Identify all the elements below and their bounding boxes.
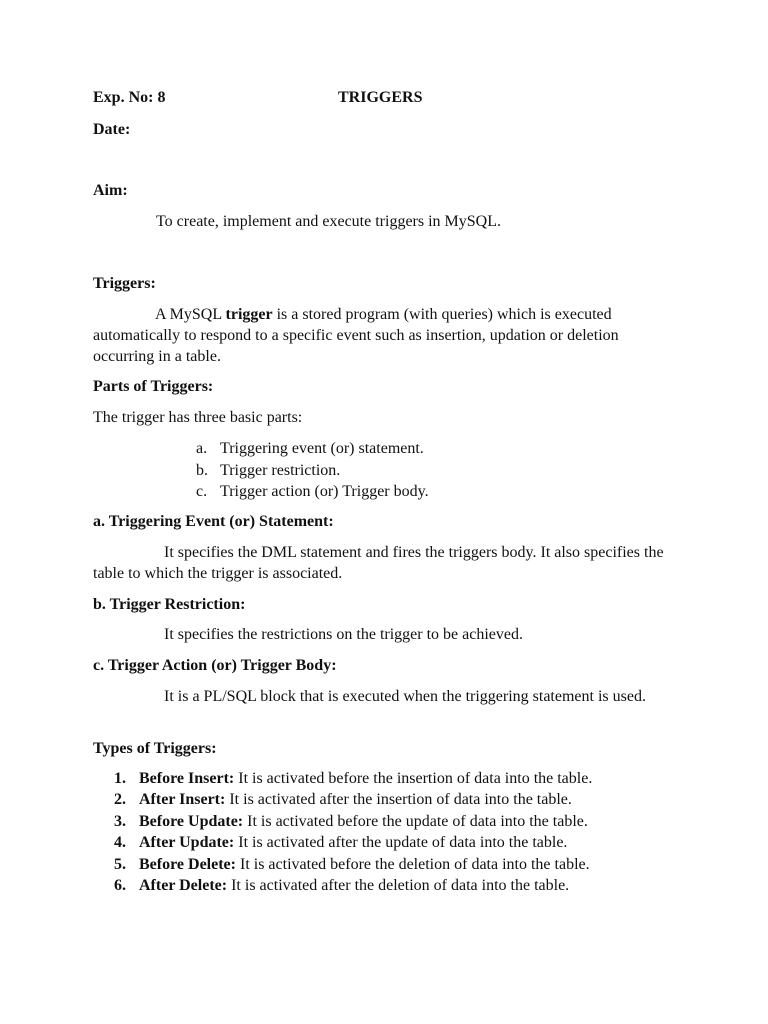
page-title: TRIGGERS (338, 89, 423, 106)
aim-heading: Aim: (93, 182, 128, 199)
list-item (196, 438, 429, 460)
type-text: It is activated after the insertion of data into the table. (225, 791, 572, 809)
type-label: After Update: (139, 834, 235, 852)
list-item-text: Trigger restriction. (220, 461, 341, 479)
section-a-heading: a. Triggering Event (or) Statement: (93, 513, 334, 530)
section-b-heading: b. Trigger Restriction: (93, 596, 246, 613)
types-heading: Types of Triggers: (93, 740, 217, 757)
parts-intro: The trigger has three basic parts: (93, 409, 303, 426)
list-number: 2. (114, 791, 126, 809)
list-item (114, 854, 592, 875)
parts-list (196, 438, 429, 503)
list-item (114, 789, 592, 810)
type-text: It is activated after the deletion of data into the table. (227, 877, 570, 895)
type-label: After Insert: (139, 791, 226, 809)
list-item-text: Triggering event (or) statement. (220, 440, 424, 457)
section-c-heading: c. Trigger Action (or) Trigger Body: (93, 657, 337, 674)
type-label: Before Insert: (139, 770, 235, 787)
triggers-para-bold: trigger (225, 306, 273, 323)
list-marker: b. (196, 461, 208, 479)
list-number: 4. (114, 834, 126, 852)
section-a-text: It specifies the DML statement and fires the triggers body. It also specifies the table to which the trigger is associated. (93, 544, 664, 582)
list-number: 5. (114, 855, 126, 873)
aim-text: To create, implement and execute triggers in MySQL. (156, 213, 501, 230)
section-c-paragraph (93, 686, 683, 707)
exp-number: Exp. No: 8 (93, 89, 166, 106)
triggers-para-after: is a stored program (with queries) which is executed automatically to respond to a specific event such as insertion, updation or deletion occurring in a table. (93, 306, 619, 365)
list-item-text: Trigger action (or) Trigger body. (220, 483, 429, 500)
list-item (114, 875, 592, 896)
triggers-heading: Triggers: (93, 275, 156, 292)
list-item (114, 768, 592, 789)
list-marker: a. (196, 440, 208, 457)
triggers-paragraph (93, 304, 683, 367)
section-c-text: It is a PL/SQL block that is executed when the triggering statement is used. (164, 688, 646, 705)
parts-heading: Parts of Triggers: (93, 378, 214, 395)
list-number: 1. (114, 770, 126, 787)
type-label: Before Update: (139, 812, 244, 830)
type-text: It is activated before the insertion of data into the table. (234, 770, 593, 787)
date-label: Date: (93, 121, 131, 138)
type-label: Before Delete: (139, 855, 236, 873)
list-number: 3. (114, 812, 126, 830)
section-b-text: It specifies the restrictions on the trigger to be achieved. (164, 626, 523, 643)
type-label: After Delete: (139, 877, 228, 895)
type-text: It is activated before the deletion of data into the table. (235, 855, 590, 873)
list-marker: c. (196, 483, 208, 500)
list-item (114, 811, 592, 832)
list-item (196, 460, 429, 482)
type-text: It is activated after the update of data into the table. (234, 834, 568, 852)
list-item (196, 481, 429, 503)
list-number: 6. (114, 877, 126, 895)
types-list (114, 768, 592, 896)
list-item (114, 832, 592, 853)
section-a-paragraph (93, 542, 683, 584)
triggers-para-before: A MySQL (155, 306, 226, 323)
type-text: It is activated before the update of data into the table. (243, 812, 588, 830)
